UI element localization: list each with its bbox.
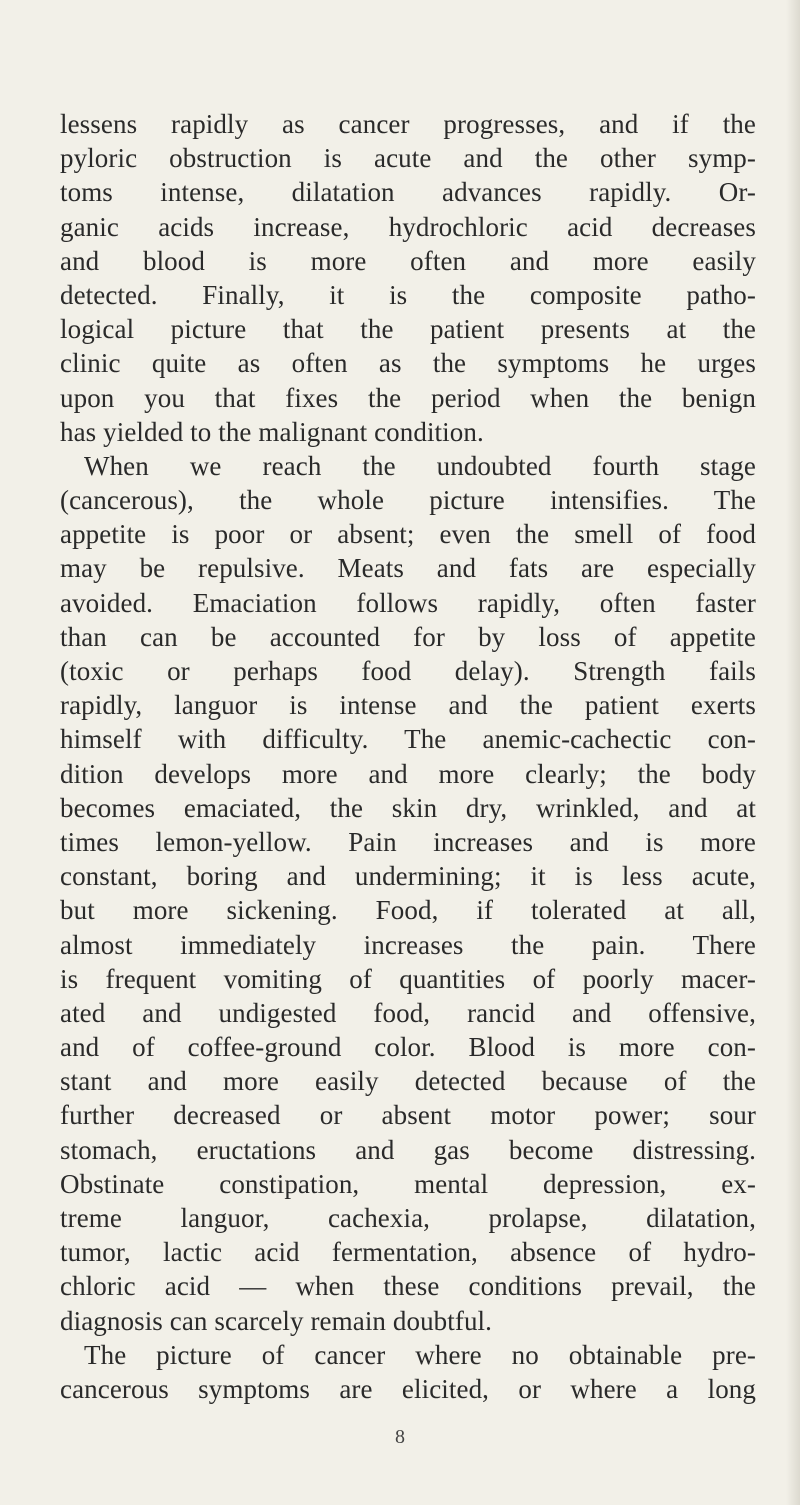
text-line: than can be accounted for by loss of appetite [60, 621, 756, 652]
text-line: constant, boring and undermining; it is less acute, [60, 861, 756, 892]
text-line: but more sickening. Food, if tolerated at all, [60, 895, 756, 926]
text-line: upon you that fixes the period when the benign [60, 382, 756, 413]
text-line: almost immediately increases the pain. There [60, 929, 756, 960]
text-line: stant and more easily detected because of the [60, 1066, 756, 1097]
paragraph [60, 449, 756, 1338]
text-line: has yielded to the malignant condition. [60, 416, 484, 447]
text-line: and of coffee-ground color. Blood is more con- [60, 1032, 756, 1063]
text-line: cancerous symptoms are elicited, or where a long [60, 1373, 756, 1404]
text-line: may be repulsive. Meats and fats are especially [60, 553, 756, 584]
text-line: himself with difficulty. The anemic-cachectic con- [60, 724, 756, 755]
text-line: avoided. Emaciation follows rapidly, often faster [60, 587, 756, 618]
text-line: times lemon-yellow. Pain increases and is more [60, 826, 756, 857]
text-line: treme languor, cachexia, prolapse, dilatation, [60, 1203, 756, 1233]
text-line: pyloric obstruction is acute and the other symp- [60, 143, 756, 174]
text-line: When we reach the undoubted fourth stage [84, 450, 756, 481]
paragraph [60, 107, 756, 449]
text-line: logical picture that the patient presents at the [60, 314, 756, 345]
text-line: The picture of cancer where no obtainable pre- [84, 1339, 756, 1370]
text-line: is frequent vomiting of quantities of poorly macer- [60, 963, 756, 994]
text-line: and blood is more often and more easily [60, 245, 756, 276]
text-line: ated and undigested food, rancid and offensive, [60, 997, 756, 1028]
text-line: clinic quite as often as the symptoms he urges [60, 348, 756, 379]
text-line: tumor, lactic acid fermentation, absence of hydro- [60, 1237, 756, 1268]
text-line: becomes emaciated, the skin dry, wrinkled, and at [60, 792, 756, 823]
text-line: further decreased or absent motor power; sour [60, 1100, 756, 1131]
text-line: appetite is poor or absent; even the smell of food [60, 519, 756, 550]
text-line: Obstinate constipation, mental depression, ex- [60, 1168, 756, 1199]
text-line: (toxic or perhaps food delay). Strength fails [60, 656, 756, 686]
text-line: ganic acids increase, hydrochloric acid decreases [60, 211, 756, 242]
text-line: lessens rapidly as cancer progresses, and if the [60, 109, 756, 139]
text-line: dition develops more and more clearly; the body [60, 758, 756, 789]
text-line: (cancerous), the whole picture intensifies. The [60, 485, 756, 516]
text-line: stomach, eructations and gas become distressing. [60, 1134, 756, 1165]
text-line: rapidly, languor is intense and the patient exerts [60, 690, 756, 721]
paragraph [60, 1338, 756, 1406]
text-line: diagnosis can scarcely remain doubtful. [60, 1305, 493, 1336]
text-line: detected. Finally, it is the composite patho- [60, 279, 756, 310]
text-line: toms intense, dilatation advances rapidly. Or- [60, 177, 756, 208]
page-body [60, 107, 756, 1406]
page-number: 8 [395, 1426, 405, 1448]
text-line: chloric acid — when these conditions prevail, the [60, 1271, 756, 1302]
page-edge-shadow [786, 0, 800, 1505]
